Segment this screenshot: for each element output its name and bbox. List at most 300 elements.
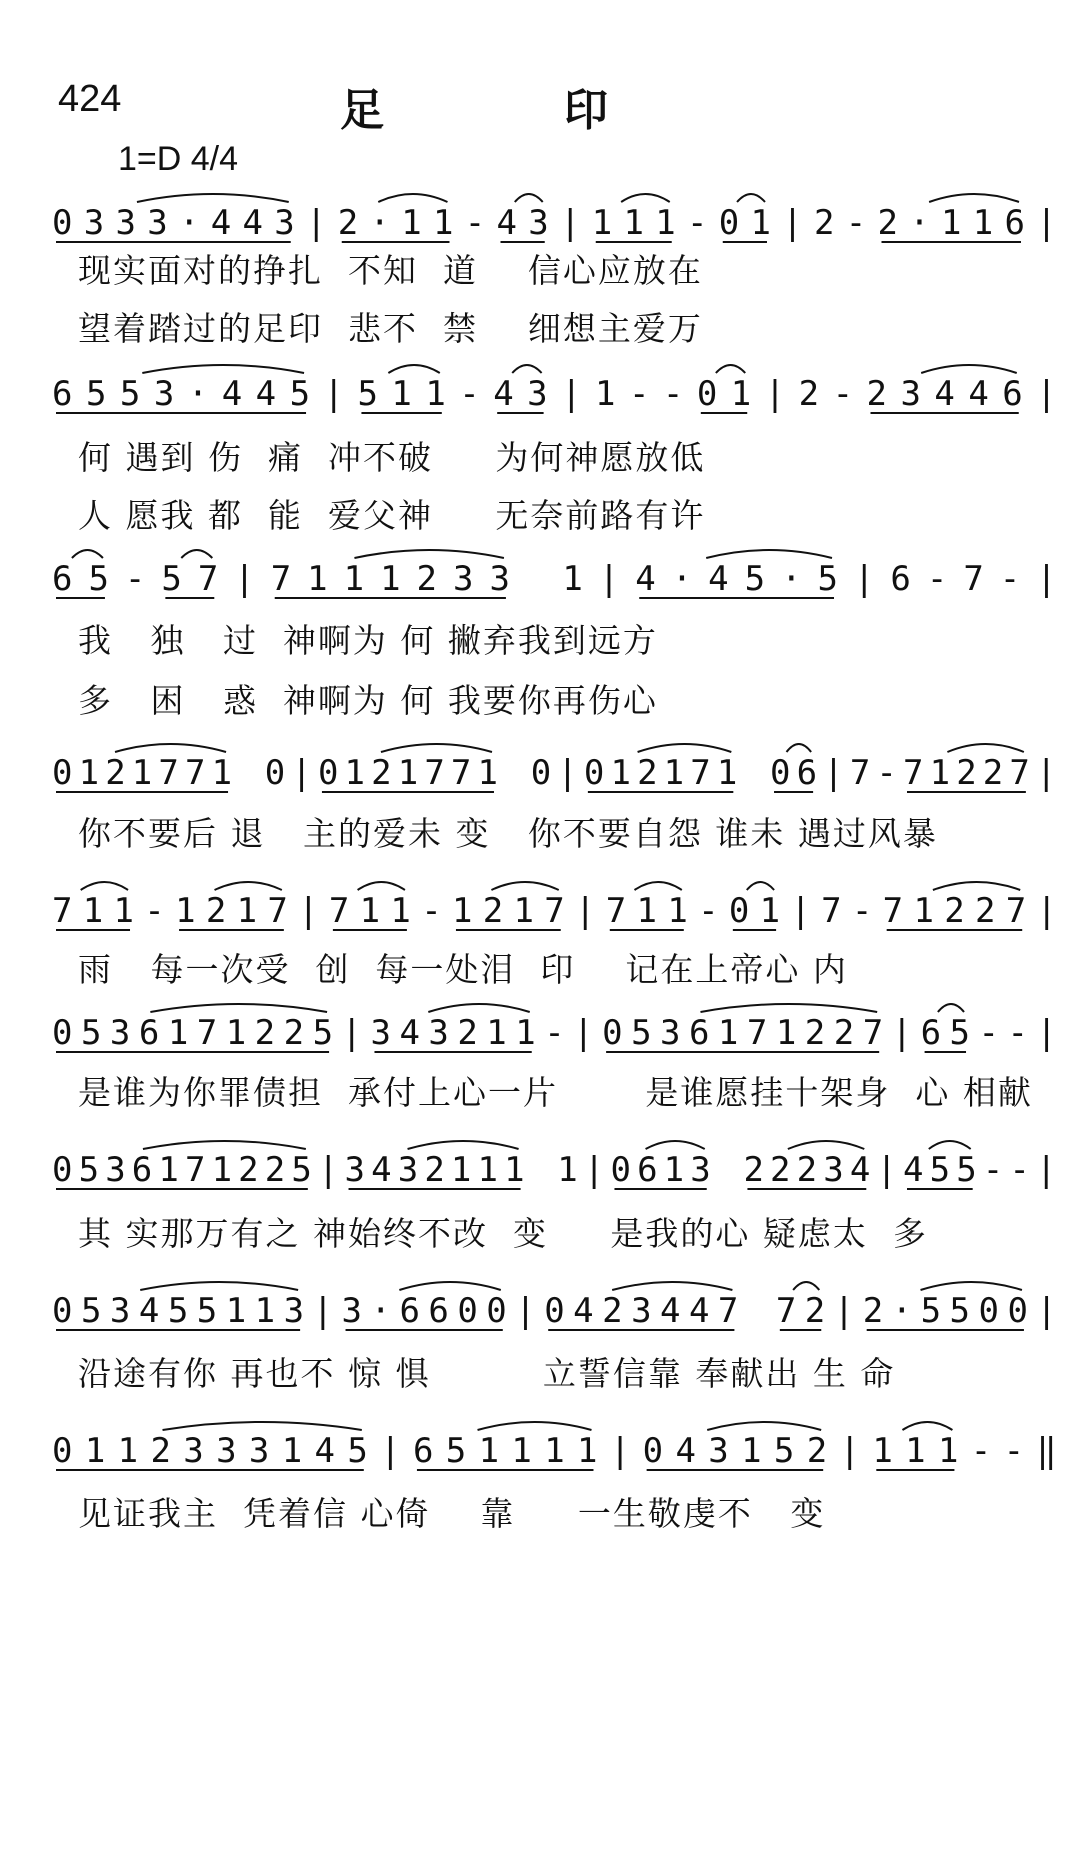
note-glyph: 6 xyxy=(890,559,911,599)
note-glyph: 1 xyxy=(78,753,100,793)
note-glyph: 3 xyxy=(527,374,548,414)
note-glyph: 0 xyxy=(583,753,605,793)
note-glyph: 7 xyxy=(1005,891,1027,931)
note-glyph: 2 xyxy=(974,891,996,931)
note-glyph: 1 xyxy=(236,891,258,931)
note-glyph: 5 xyxy=(88,559,109,599)
note-glyph: - xyxy=(628,374,650,414)
note-glyph: 0 xyxy=(530,753,552,793)
note-glyph: 5 xyxy=(161,559,182,599)
note-glyph: 3 xyxy=(631,1291,652,1331)
note-glyph: - xyxy=(876,753,897,793)
barline: | xyxy=(583,1150,605,1190)
note-glyph: 5 xyxy=(80,1013,102,1053)
note-glyph: 5 xyxy=(445,1431,467,1471)
note-glyph: 5 xyxy=(312,1013,334,1053)
note-glyph: - xyxy=(926,559,948,599)
note-glyph: 3 xyxy=(147,203,168,243)
note-glyph: 1 xyxy=(225,1013,247,1053)
note-glyph: 7 xyxy=(544,891,565,931)
note-glyph: - xyxy=(687,203,708,243)
note-glyph: 3 xyxy=(283,1291,305,1331)
note-glyph: - xyxy=(1007,1013,1028,1053)
note-glyph: 0 xyxy=(457,1291,478,1331)
note-glyph: 1 xyxy=(577,1431,598,1471)
note-glyph: 4 xyxy=(493,374,514,414)
lyric-line: 你不要后 退 主的爱未 变 你不要自怨 谁未 遇过风暴 xyxy=(78,814,938,853)
barline: | xyxy=(306,203,327,243)
note-glyph: 1 xyxy=(380,559,401,599)
barline: | xyxy=(764,374,786,414)
note-glyph: 7 xyxy=(158,753,179,793)
note-glyph: 5 xyxy=(196,1291,218,1331)
note-glyph: 4 xyxy=(314,1431,335,1471)
note-glyph: 6 xyxy=(688,1013,710,1053)
note-glyph: 7 xyxy=(270,559,292,599)
note-glyph: - xyxy=(978,1013,999,1053)
barline: | xyxy=(312,1291,334,1331)
note-glyph: 3 xyxy=(397,1150,419,1190)
note-glyph: 4 xyxy=(675,1431,696,1471)
note-glyph: 1 xyxy=(557,1150,578,1190)
note-glyph: 6 xyxy=(428,1291,449,1331)
note-glyph: 3 xyxy=(105,1150,126,1190)
note-glyph: 2 xyxy=(866,374,887,414)
note-glyph: 2 xyxy=(150,1431,171,1471)
note-glyph: 1 xyxy=(929,753,951,793)
note-glyph: 5 xyxy=(920,1291,942,1331)
note-glyph: 4 xyxy=(934,374,955,414)
notation-line xyxy=(52,1002,1057,1064)
barline: | xyxy=(1036,374,1057,414)
lyric-line: 望着踏过的足印 悲不 禁 细想主爱万 xyxy=(78,309,703,348)
barline: | xyxy=(341,1013,363,1053)
note-glyph: 2 xyxy=(806,1431,828,1471)
notation-line xyxy=(52,1280,1057,1342)
note-glyph: 1 xyxy=(477,1150,498,1190)
note-glyph: - xyxy=(982,1150,1004,1190)
note-glyph: 1 xyxy=(344,753,366,793)
note-glyph: 3 xyxy=(370,1013,391,1053)
notation-line xyxy=(52,363,1057,425)
barline: | xyxy=(557,753,578,793)
note-glyph: 6 xyxy=(637,1150,658,1190)
note-glyph: 1 xyxy=(544,1431,565,1471)
barline: | xyxy=(1035,1150,1057,1190)
note-glyph: 4 xyxy=(849,1150,871,1190)
note-glyph: 2 xyxy=(743,1150,764,1190)
note-glyph: 1 xyxy=(775,1013,797,1053)
notation-line xyxy=(52,880,1057,942)
note-glyph: - xyxy=(421,891,442,931)
barline: | xyxy=(323,374,344,414)
note-glyph: 7 xyxy=(775,1291,797,1331)
note-glyph: 2 xyxy=(804,1013,826,1053)
note-glyph: 3 xyxy=(344,1150,366,1190)
note-glyph: - xyxy=(459,374,480,414)
note-glyph: 3 xyxy=(115,203,136,243)
note-glyph: 2 xyxy=(238,1150,259,1190)
note-glyph: 5 xyxy=(78,1150,100,1190)
note-glyph: 5 xyxy=(289,374,311,414)
note-glyph: 0 xyxy=(52,1150,73,1190)
lyric-line: 何 遇到 伤 痛 冲不破 为何神愿放低 xyxy=(78,438,706,477)
note-glyph: 7 xyxy=(862,1013,884,1053)
barline: | xyxy=(1036,891,1057,931)
note-glyph: 4 xyxy=(138,1291,160,1331)
note-glyph: 1 xyxy=(741,1431,762,1471)
note-glyph: 3 xyxy=(660,1013,681,1053)
barline: | xyxy=(1036,559,1057,599)
note-glyph: 1 xyxy=(359,891,381,931)
note-glyph: - xyxy=(662,374,684,414)
note-glyph: 2 xyxy=(877,203,898,243)
note-glyph: 4 xyxy=(242,203,263,243)
note-glyph: 1 xyxy=(610,753,631,793)
note-glyph: 1 xyxy=(591,203,613,243)
barline: | xyxy=(876,1150,897,1190)
note-glyph: 3 xyxy=(690,1150,711,1190)
note-glyph: 1 xyxy=(477,753,498,793)
note-glyph: 5 xyxy=(949,1013,971,1053)
note-glyph: 6 xyxy=(138,1013,160,1053)
barline: | xyxy=(317,1150,339,1190)
note-glyph: 5 xyxy=(347,1431,368,1471)
note-glyph: 3 xyxy=(83,203,105,243)
note-glyph: 7 xyxy=(963,559,984,599)
note-glyph: 1 xyxy=(504,1150,525,1190)
note-glyph: 3 xyxy=(109,1013,131,1053)
note-glyph: 5 xyxy=(119,374,141,414)
note-glyph: 2 xyxy=(796,1150,818,1190)
note-glyph: - xyxy=(544,1013,565,1053)
note-glyph xyxy=(238,756,258,790)
note-glyph: 0 xyxy=(718,203,740,243)
note-glyph: 0 xyxy=(317,753,339,793)
song-number: 424 xyxy=(58,78,122,120)
note-glyph: 2 xyxy=(956,753,977,793)
note-glyph xyxy=(747,1294,767,1328)
note-glyph: 5 xyxy=(773,1431,795,1471)
note-glyph: 6 xyxy=(1004,203,1025,243)
note-glyph: 3 xyxy=(528,203,549,243)
barline: | xyxy=(298,891,319,931)
song-title: 足印 xyxy=(340,85,788,136)
note-glyph: 1 xyxy=(113,891,135,931)
note-glyph: 3 xyxy=(428,1013,449,1053)
note-glyph: 1 xyxy=(595,374,616,414)
note-glyph: 6 xyxy=(52,374,73,414)
note-glyph: 1 xyxy=(82,891,104,931)
note-glyph: 6 xyxy=(920,1013,942,1053)
barline: | xyxy=(515,1291,536,1331)
note-glyph: 7 xyxy=(184,753,206,793)
note-glyph: 0 xyxy=(602,1013,623,1053)
note-glyph: 1 xyxy=(158,1150,179,1190)
barline: | xyxy=(782,203,803,243)
note-glyph: 4 xyxy=(660,1291,681,1331)
note-glyph: 2 xyxy=(944,891,965,931)
barline: | xyxy=(291,753,312,793)
note-glyph: 2 xyxy=(804,1291,826,1331)
barline: | xyxy=(790,891,811,931)
note-glyph: 1 xyxy=(623,203,644,243)
note-glyph: 3 xyxy=(341,1291,363,1331)
note-glyph: 5 xyxy=(956,1150,977,1190)
note-glyph: 1 xyxy=(759,891,781,931)
note-glyph: 0 xyxy=(610,1150,631,1190)
note-glyph: 0 xyxy=(770,753,791,793)
note-glyph: - xyxy=(845,203,867,243)
note-glyph: 2 xyxy=(283,1013,305,1053)
barline: | xyxy=(833,1291,855,1331)
note-glyph: 5 xyxy=(929,1150,951,1190)
note-glyph: 1 xyxy=(486,1013,507,1053)
note-glyph: 1 xyxy=(562,559,583,599)
note-glyph: 1 xyxy=(307,559,328,599)
note-glyph: 1 xyxy=(401,203,422,243)
note-glyph: 1 xyxy=(716,753,738,793)
note-glyph: 0 xyxy=(642,1431,664,1471)
note-glyph: 6 xyxy=(1002,374,1023,414)
barline: | xyxy=(891,1013,913,1053)
note-glyph: 6 xyxy=(131,1150,153,1190)
note-glyph: · xyxy=(369,203,390,243)
note-glyph: 7 xyxy=(1009,753,1030,793)
note-glyph: 1 xyxy=(175,891,196,931)
note-glyph: 1 xyxy=(254,1291,276,1331)
note-glyph: · xyxy=(909,203,930,243)
note-glyph: 7 xyxy=(196,1013,218,1053)
note-glyph: 3 xyxy=(900,374,921,414)
note-glyph: 2 xyxy=(798,374,820,414)
note-glyph: 1 xyxy=(397,753,419,793)
note-glyph: 4 xyxy=(708,559,729,599)
note-glyph: 4 xyxy=(255,374,277,414)
note-glyph: 4 xyxy=(221,374,243,414)
note-glyph: 1 xyxy=(663,1150,685,1190)
note-glyph: 7 xyxy=(903,753,924,793)
barline: | xyxy=(560,203,581,243)
note-glyph: 4 xyxy=(968,374,989,414)
note-glyph: 1 xyxy=(281,1431,303,1471)
note-glyph: 2 xyxy=(337,203,359,243)
note-glyph: 1 xyxy=(391,374,412,414)
barline: ‖ xyxy=(1036,1431,1057,1471)
note-glyph: 0 xyxy=(978,1291,999,1331)
note-glyph: 6 xyxy=(412,1431,434,1471)
note-glyph: 0 xyxy=(52,203,73,243)
note-glyph: - xyxy=(1003,1431,1025,1471)
note-glyph: 1 xyxy=(663,753,685,793)
note-glyph: 1 xyxy=(433,203,454,243)
note-glyph xyxy=(504,756,524,790)
note-glyph: 4 xyxy=(371,1150,392,1190)
lyric-line: 我 独 过 神啊为 何 撇弃我到远方 xyxy=(78,621,658,660)
note-glyph: 3 xyxy=(248,1431,270,1471)
note-glyph: - xyxy=(999,559,1021,599)
note-glyph: 7 xyxy=(184,1150,206,1190)
note-glyph: 7 xyxy=(424,753,445,793)
note-glyph: 1 xyxy=(131,753,153,793)
note-glyph: 4 xyxy=(210,203,232,243)
note-glyph: 7 xyxy=(450,753,472,793)
note-glyph: 0 xyxy=(52,1291,73,1331)
note-glyph: 0 xyxy=(728,891,750,931)
note-glyph: 5 xyxy=(357,374,378,414)
barline: | xyxy=(839,1431,860,1471)
barline: | xyxy=(234,559,255,599)
note-glyph: 1 xyxy=(390,891,411,931)
note-glyph: 0 xyxy=(52,1431,73,1471)
barline: | xyxy=(573,1013,594,1053)
note-glyph xyxy=(717,1153,737,1187)
note-glyph: 1 xyxy=(451,891,473,931)
note-glyph: 5 xyxy=(167,1291,189,1331)
note-glyph: 1 xyxy=(117,1431,139,1471)
note-glyph: 0 xyxy=(52,753,73,793)
note-glyph xyxy=(526,562,546,596)
note-glyph: 4 xyxy=(573,1291,594,1331)
barline: | xyxy=(380,1431,401,1471)
note-glyph: 7 xyxy=(849,753,871,793)
note-glyph: · xyxy=(187,374,209,414)
note-glyph: 6 xyxy=(796,753,818,793)
lyric-line: 沿途有你 再也不 惊 惧 立誓信靠 奉献出 生 命 xyxy=(78,1354,896,1393)
note-glyph: 0 xyxy=(486,1291,507,1331)
note-glyph: 1 xyxy=(167,1013,189,1053)
note-glyph: 2 xyxy=(833,1013,855,1053)
note-glyph: 5 xyxy=(744,559,766,599)
note-glyph: 2 xyxy=(482,891,504,931)
note-glyph: 4 xyxy=(688,1291,710,1331)
note-glyph: 1 xyxy=(343,559,365,599)
note-glyph: 1 xyxy=(450,1150,472,1190)
note-glyph: 1 xyxy=(941,203,962,243)
lyric-line: 人 愿我 都 能 爱父神 无奈前路有许 xyxy=(78,496,706,535)
note-glyph: 0 xyxy=(1007,1291,1028,1331)
note-glyph: 7 xyxy=(328,891,350,931)
note-glyph: 1 xyxy=(425,374,446,414)
note-glyph: 3 xyxy=(216,1431,237,1471)
note-glyph: - xyxy=(970,1431,992,1471)
lyric-line: 现实面对的挣扎 不知 道 信心应放在 xyxy=(78,251,703,290)
note-glyph: 1 xyxy=(730,374,752,414)
note-glyph xyxy=(743,756,763,790)
note-glyph: · xyxy=(179,203,200,243)
note-glyph: 1 xyxy=(225,1291,247,1331)
note-glyph: 4 xyxy=(635,559,656,599)
note-glyph: 2 xyxy=(205,891,227,931)
barline: | xyxy=(1036,1013,1057,1053)
note-glyph: 1 xyxy=(913,891,934,931)
note-glyph: 2 xyxy=(637,753,658,793)
note-glyph: 3 xyxy=(183,1431,204,1471)
note-glyph: 2 xyxy=(602,1291,623,1331)
note-glyph: - xyxy=(698,891,719,931)
note-glyph: 1 xyxy=(211,753,233,793)
note-glyph: 3 xyxy=(452,559,474,599)
note-glyph: - xyxy=(1009,1150,1030,1190)
note-glyph: 2 xyxy=(371,753,392,793)
note-glyph: 2 xyxy=(424,1150,445,1190)
notation-line xyxy=(52,1420,1057,1482)
note-glyph: 7 xyxy=(690,753,711,793)
barline: | xyxy=(823,753,844,793)
note-glyph: 4 xyxy=(496,203,517,243)
note-glyph: 7 xyxy=(605,891,627,931)
note-glyph: 5 xyxy=(85,374,107,414)
note-glyph: 5 xyxy=(291,1150,312,1190)
notation-line xyxy=(52,1139,1057,1201)
note-glyph: - xyxy=(464,203,486,243)
note-glyph: 0 xyxy=(52,1013,73,1053)
note-glyph: 1 xyxy=(211,1150,233,1190)
note-glyph: 0 xyxy=(696,374,718,414)
note-glyph: - xyxy=(124,559,146,599)
note-glyph: 3 xyxy=(823,1150,844,1190)
note-glyph: 7 xyxy=(821,891,842,931)
note-glyph: 2 xyxy=(264,1150,286,1190)
note-glyph: 6 xyxy=(52,559,73,599)
note-glyph: 1 xyxy=(636,891,658,931)
note-glyph: 7 xyxy=(197,559,219,599)
note-glyph: 0 xyxy=(544,1291,565,1331)
barline: | xyxy=(575,891,596,931)
note-glyph xyxy=(531,1153,551,1187)
note-glyph: · xyxy=(781,559,802,599)
lyric-line: 见证我主 凭着信 心倚 靠 一生敬虔不 变 xyxy=(78,1494,826,1533)
note-glyph: 3 xyxy=(274,203,295,243)
note-glyph: 2 xyxy=(416,559,438,599)
note-glyph: 3 xyxy=(708,1431,729,1471)
note-glyph: 3 xyxy=(109,1291,131,1331)
note-glyph: 2 xyxy=(814,203,835,243)
note-glyph: 5 xyxy=(817,559,838,599)
lyric-line: 是谁为你罪债担 承付上心一片 是谁愿挂十架身 心 相献 xyxy=(78,1073,1033,1112)
note-glyph: 1 xyxy=(905,1431,926,1471)
note-glyph: 7 xyxy=(882,891,904,931)
barline: | xyxy=(598,559,620,599)
note-glyph: 1 xyxy=(972,203,994,243)
note-glyph: 3 xyxy=(489,559,510,599)
note-glyph: 5 xyxy=(80,1291,102,1331)
note-glyph: - xyxy=(851,891,873,931)
note-glyph: 2 xyxy=(770,1150,791,1190)
lyric-line: 其 实那万有之 神始终不改 变 是我的心 疑虑太 多 xyxy=(78,1214,928,1253)
note-glyph: 1 xyxy=(511,1431,532,1471)
note-glyph: - xyxy=(144,891,165,931)
barline: | xyxy=(1036,1291,1057,1331)
note-glyph: 1 xyxy=(750,203,771,243)
barline: | xyxy=(561,374,582,414)
note-glyph: 4 xyxy=(399,1013,420,1053)
note-glyph: 1 xyxy=(513,891,534,931)
note-glyph: 5 xyxy=(631,1013,652,1053)
notation-line xyxy=(52,742,1057,804)
note-glyph: 1 xyxy=(937,1431,959,1471)
note-glyph: · xyxy=(891,1291,913,1331)
note-glyph: 7 xyxy=(267,891,288,931)
barline: | xyxy=(609,1431,631,1471)
notation-line xyxy=(52,548,1057,610)
note-glyph: 1 xyxy=(667,891,688,931)
barline: | xyxy=(853,559,875,599)
barline: | xyxy=(1035,753,1057,793)
note-glyph: 1 xyxy=(872,1431,893,1471)
note-glyph: - xyxy=(832,374,854,414)
lyric-line: 多 困 惑 神啊为 何 我要你再伤心 xyxy=(78,681,658,720)
